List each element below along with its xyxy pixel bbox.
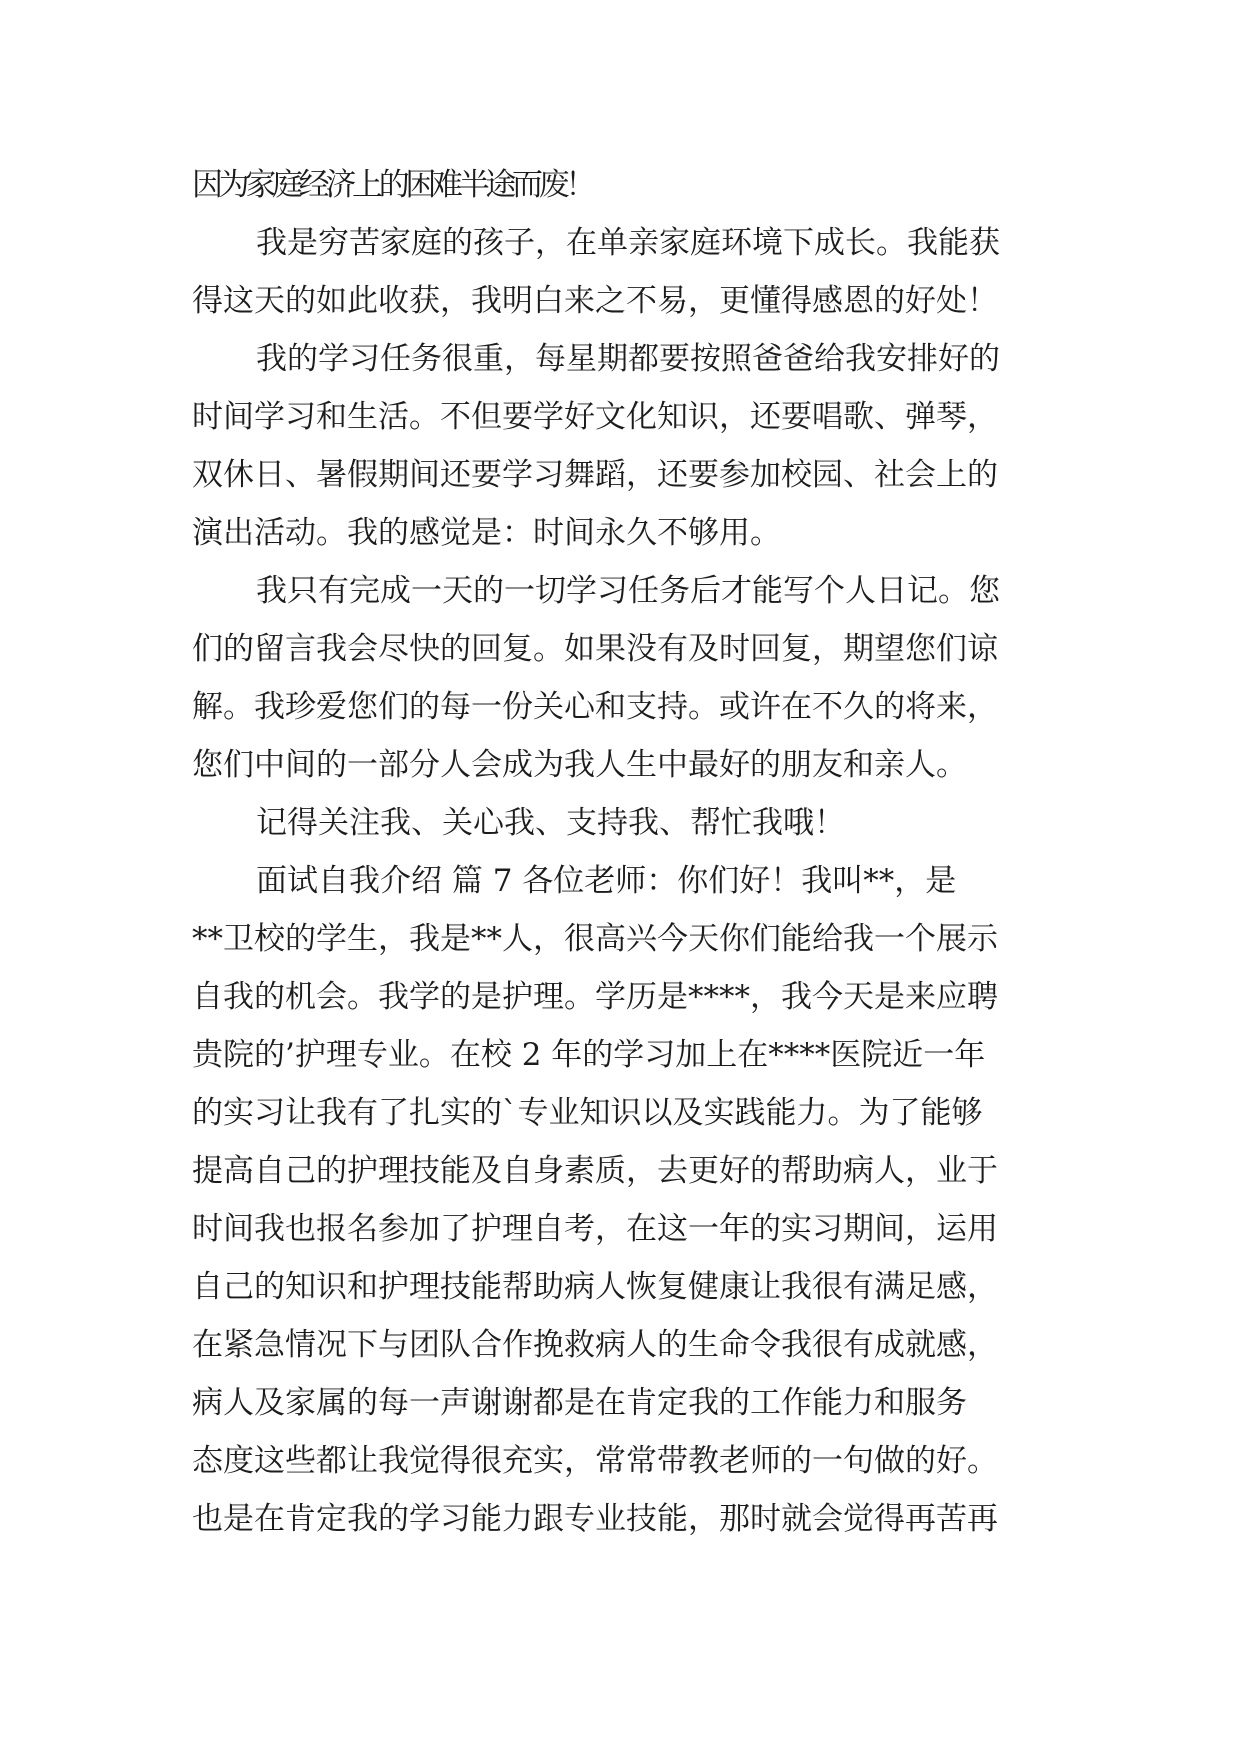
text-line: 病人及家属的每一声谢谢都是在肯定我的工作能力和服务	[192, 1385, 967, 1421]
text-line: 双休日、暑假期间还要学习舞蹈，还要参加校园、社会上的	[192, 457, 998, 493]
text-line: 态度这些都让我觉得很充实，常常带教老师的一句做的好。	[192, 1443, 998, 1479]
text-line: **卫校的学生，我是**人，很高兴今天你们能给我一个展示	[192, 921, 998, 957]
text-line: 您们中间的一部分人会成为我人生中最好的朋友和亲人。	[192, 747, 967, 783]
text-line: 因为家庭经济上的困难半途而废！	[192, 167, 593, 203]
text-line: 贵院的’护理专业。在校 2 年的学习加上在****医院近一年	[192, 1037, 986, 1073]
text-line: 我只有完成一天的一切学习任务后才能写个人日记。您	[256, 573, 1000, 609]
text-line: 提高自己的护理技能及自身素质，去更好的帮助病人，业于	[192, 1153, 998, 1189]
text-line: 在紧急情况下与团队合作挽救病人的生命令我很有成就感，	[192, 1327, 998, 1363]
text-line: 我是穷苦家庭的孩子，在单亲家庭环境下成长。我能获	[256, 225, 1000, 261]
text-line: 我的学习任务很重，每星期都要按照爸爸给我安排好的	[256, 341, 1000, 377]
text-line: 自我的机会。我学的是护理。学历是****，我今天是来应聘	[192, 979, 998, 1015]
text-line: 自己的知识和护理技能帮助病人恢复健康让我很有满足感，	[192, 1269, 998, 1305]
text-line: 也是在肯定我的学习能力跟专业技能，那时就会觉得再苦再	[192, 1501, 998, 1537]
text-line: 演出活动。我的感觉是：时间永久不够用。	[192, 515, 781, 551]
text-line: 时间我也报名参加了护理自考，在这一年的实习期间，运用	[192, 1211, 998, 1247]
text-line: 得这天的如此收获，我明白来之不易，更懂得感恩的好处！	[192, 283, 998, 319]
text-line: 面试自我介绍 篇 7 各位老师：你们好！我叫**，是	[256, 863, 957, 899]
text-line: 记得关注我、关心我、支持我、帮忙我哦！	[256, 805, 845, 841]
text-line: 的实习让我有了扎实的`专业知识以及实践能力。为了能够	[192, 1095, 983, 1131]
text-line: 们的留言我会尽快的回复。如果没有及时回复，期望您们谅	[192, 631, 998, 667]
text-line: 时间学习和生活。不但要学好文化知识，还要唱歌、弹琴，	[192, 399, 998, 435]
text-line: 解。我珍爱您们的每一份关心和支持。或许在不久的将来，	[192, 689, 998, 725]
